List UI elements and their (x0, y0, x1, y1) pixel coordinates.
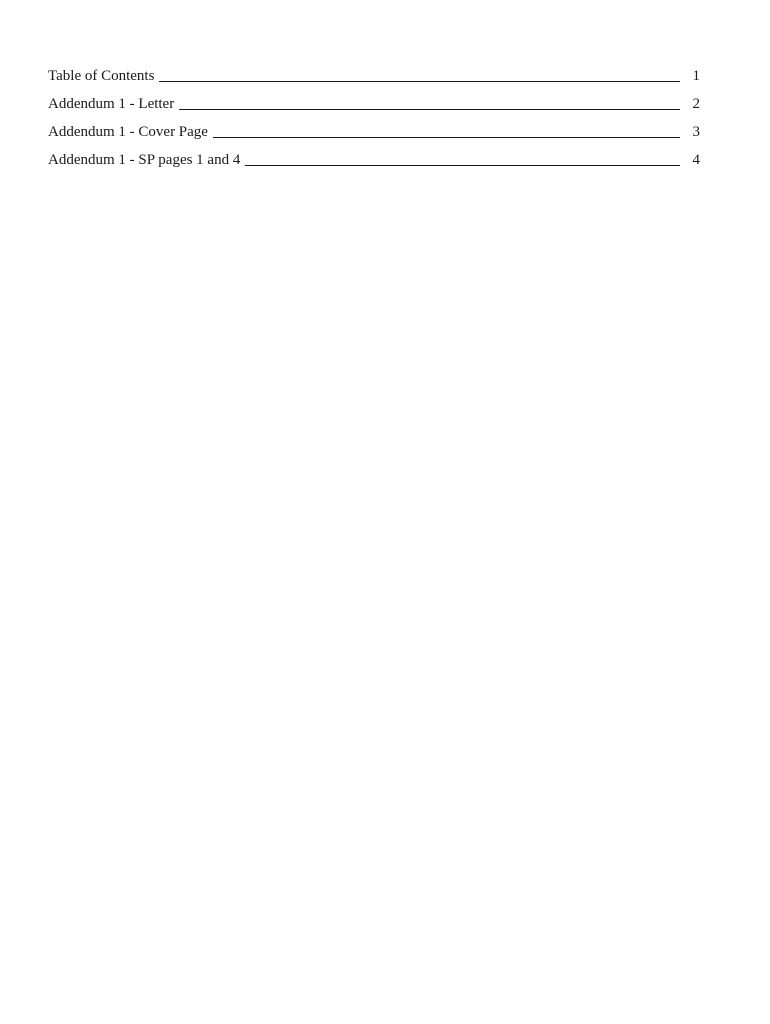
toc-entry[interactable] (48, 142, 700, 170)
toc-entry-page: 2 (692, 96, 700, 112)
toc-entry[interactable] (48, 58, 700, 86)
toc-leader-line (159, 80, 680, 82)
toc-leader-line (179, 108, 680, 110)
toc-entry[interactable] (48, 86, 700, 114)
toc-entry-title: Table of Contents (48, 68, 155, 84)
toc-entry-title: Addendum 1 - Cover Page (48, 124, 208, 140)
toc-leader-line (213, 136, 680, 138)
toc-entry-title: Addendum 1 - Letter (48, 96, 175, 112)
toc-entry-page: 4 (692, 152, 700, 168)
toc-leader-line (245, 164, 680, 166)
toc-entry-page: 1 (692, 68, 700, 84)
toc-entry-page: 3 (692, 124, 700, 140)
toc-entry[interactable] (48, 114, 700, 142)
toc-entry-title: Addendum 1 - SP pages 1 and 4 (48, 152, 241, 168)
table-of-contents (48, 58, 700, 170)
